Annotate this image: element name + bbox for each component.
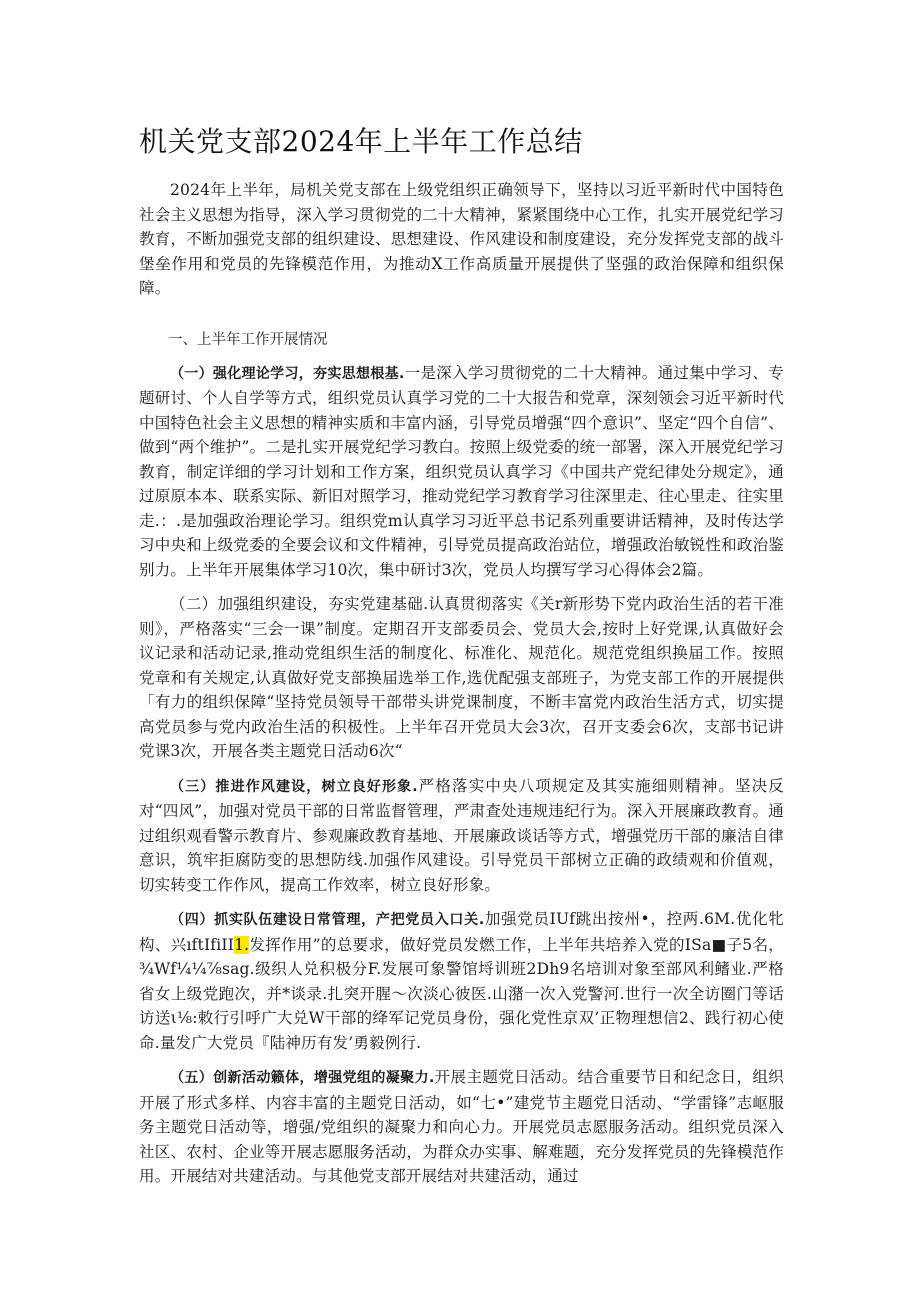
item-1-lead: （一）强化理论学习，夯实思想根基. bbox=[170, 365, 405, 382]
item-2-paragraph bbox=[139, 592, 784, 764]
item-4-text-before: 加强党员IUf跳出按州•，控两.6M.优化牝构、兴ıftIfiII bbox=[139, 910, 784, 954]
item-3 bbox=[139, 774, 784, 898]
item-3-paragraph bbox=[139, 774, 784, 898]
item-5 bbox=[139, 1065, 784, 1189]
item-5-lead: （五）创新活动籁体，增强党组的凝聚力. bbox=[170, 1070, 435, 1086]
item-3-text: 严格落实中央八项规定及其实施细则精神。坚决反对“四风”，加强对党员干部的日常监督管理，严肃查处违规违纪行为。深入开展廉政教育。通过组织观看警示教育片、参观廉政教育基地、开展廉政谈话等方式，增强党历干部的廉洁自律意识，筑牢拒腐防变的思想防线.加强作风建设。引导党员干部树立正确的政绩观和价值观，切实转变工作作风，提高工作效率，树立良好形象。 bbox=[139, 776, 784, 894]
item-4 bbox=[139, 907, 784, 1055]
item-5-paragraph bbox=[139, 1065, 784, 1189]
highlighted-text: 1. bbox=[234, 935, 250, 954]
item-4-paragraph bbox=[139, 907, 784, 1055]
item-1-text: 一是深入学习贯彻党的二十大精神。通过集中学习、专题研讨、个人自学等方式，组织党员认真学习党的二十大报告和党章，深刻领会习近平新时代中国特色社会主义思想的精神实质和丰富内涵，引导党员增强“四个意识”、坚定“四个自信”、做到“两个维护”。二是扎实开展党纪学习教白。按照上级党委的统一部署，深入开展党纪学习教育，制定详细的学习计划和工作方案，组织党员认真学习《中国共产党纪律处分规定》，通过原原本本、联系实际、新旧对照学习，推动党纪学习教育学习往深里走、往心里走、往实里走.：.是加强政治理论学习。组织党m认真学习习近平总书记系列重要讲话精神，及时传达学习中央和上级党委的全要会议和文件精神，引导党员提高政治站位，增强政治敏锐性和政治鉴别力。上半年开展集体学习10次，集中研讨3次，党员人均撰写学习心得体会2篇。 bbox=[139, 363, 784, 579]
item-4-lead: （四）抓实队伍建设日常管理，产把党员入口关. bbox=[170, 912, 485, 928]
item-3-lead: （三）推进作风建设，树立良好形象. bbox=[170, 778, 418, 795]
document-title: 机关党支部2024年上半年工作总结 bbox=[139, 125, 583, 158]
item-4-text-after: 发挥作用”的总要求，做好党员发燃工作，上半年共培养入党的ISa■子5名，¾Wf¼¼⅞sag.级织人兑积极分F.发展可象警馆埒训班2Dh9名培训对象至部风利鳍业.严格省女上级党跑次，并*谈录.扎突开腥〜次淡心彼医.山潴一次入党警河.世行一次全访圈门等话访送ι⅛:敕行引呼广大兑W干部的绛军记党员身份，强化党性京双’正物理想信2、践行初心使命.量发广大党员『陆神历有发’勇毅例行. bbox=[139, 935, 785, 1052]
item-5-text: 开展主题党日活动。结合重要节日和纪念日，组织开展了形式多样、内容丰富的主题党日活动，如“七•”建党节主题党日活动、“学雷锋”志岖服务主题党日活动等，增强/党组织的凝聚力和向心力。开展党员志愿服务活动。组织党员深入社区、农村、企业等开展志愿服务活动，为群众办实事、解难题，充分发挥党员的先锋模范作用。开展结对共建活动。与其他党支部开展结对共建活动，通过 bbox=[139, 1068, 784, 1185]
section-heading: 一、上半年工作开展情况 bbox=[168, 331, 328, 348]
item-1-paragraph bbox=[139, 361, 784, 583]
item-2-text: 认真贯彻落实《关r新形势下党内政治生活的若干准则》，严格落实“三会一课”制度。定期召开支部委员会、党员大会,按时上好党课,认真做好会议记录和活动记录,推动党组织生活的制度化、标准化、规范化。规范党组织换届工作。按照党章和有关规定,认真做好党支部换届选举工作,选优配强支部班子，为党支部工作的开展提供「有力的组织保障“坚持党员领导干部带头讲党课制度，不断丰富党内政治生活方式，切实提高党员参与党内政治生活的积极性。上半年召开党员大会3次，召开支委会6次，支部书记讲党课3次，开展各类主题党日活动6次“ bbox=[139, 595, 784, 760]
item-2 bbox=[139, 592, 784, 764]
intro-paragraph: 2024年上半年，局机关党支部在上级党组织正确领导下，坚持以习近平新时代中国特色社会主义思想为指导，深入学习贯彻党的二十大精神，紧紧围绕中心工作，扎实开展党纪学习教育，不断加强党支部的组织建设、思想建设、作风建设和制度建设，充分发挥党支部的战斗堡垒作用和党员的先锋模范作用，为推动X工作高质量开展提供了坚强的政治保障和组织保障。 bbox=[139, 181, 784, 297]
document-body bbox=[139, 178, 784, 1199]
item-2-lead: （二）加强组织建设，夯实党建基础. bbox=[170, 595, 429, 613]
item-1 bbox=[139, 361, 784, 583]
